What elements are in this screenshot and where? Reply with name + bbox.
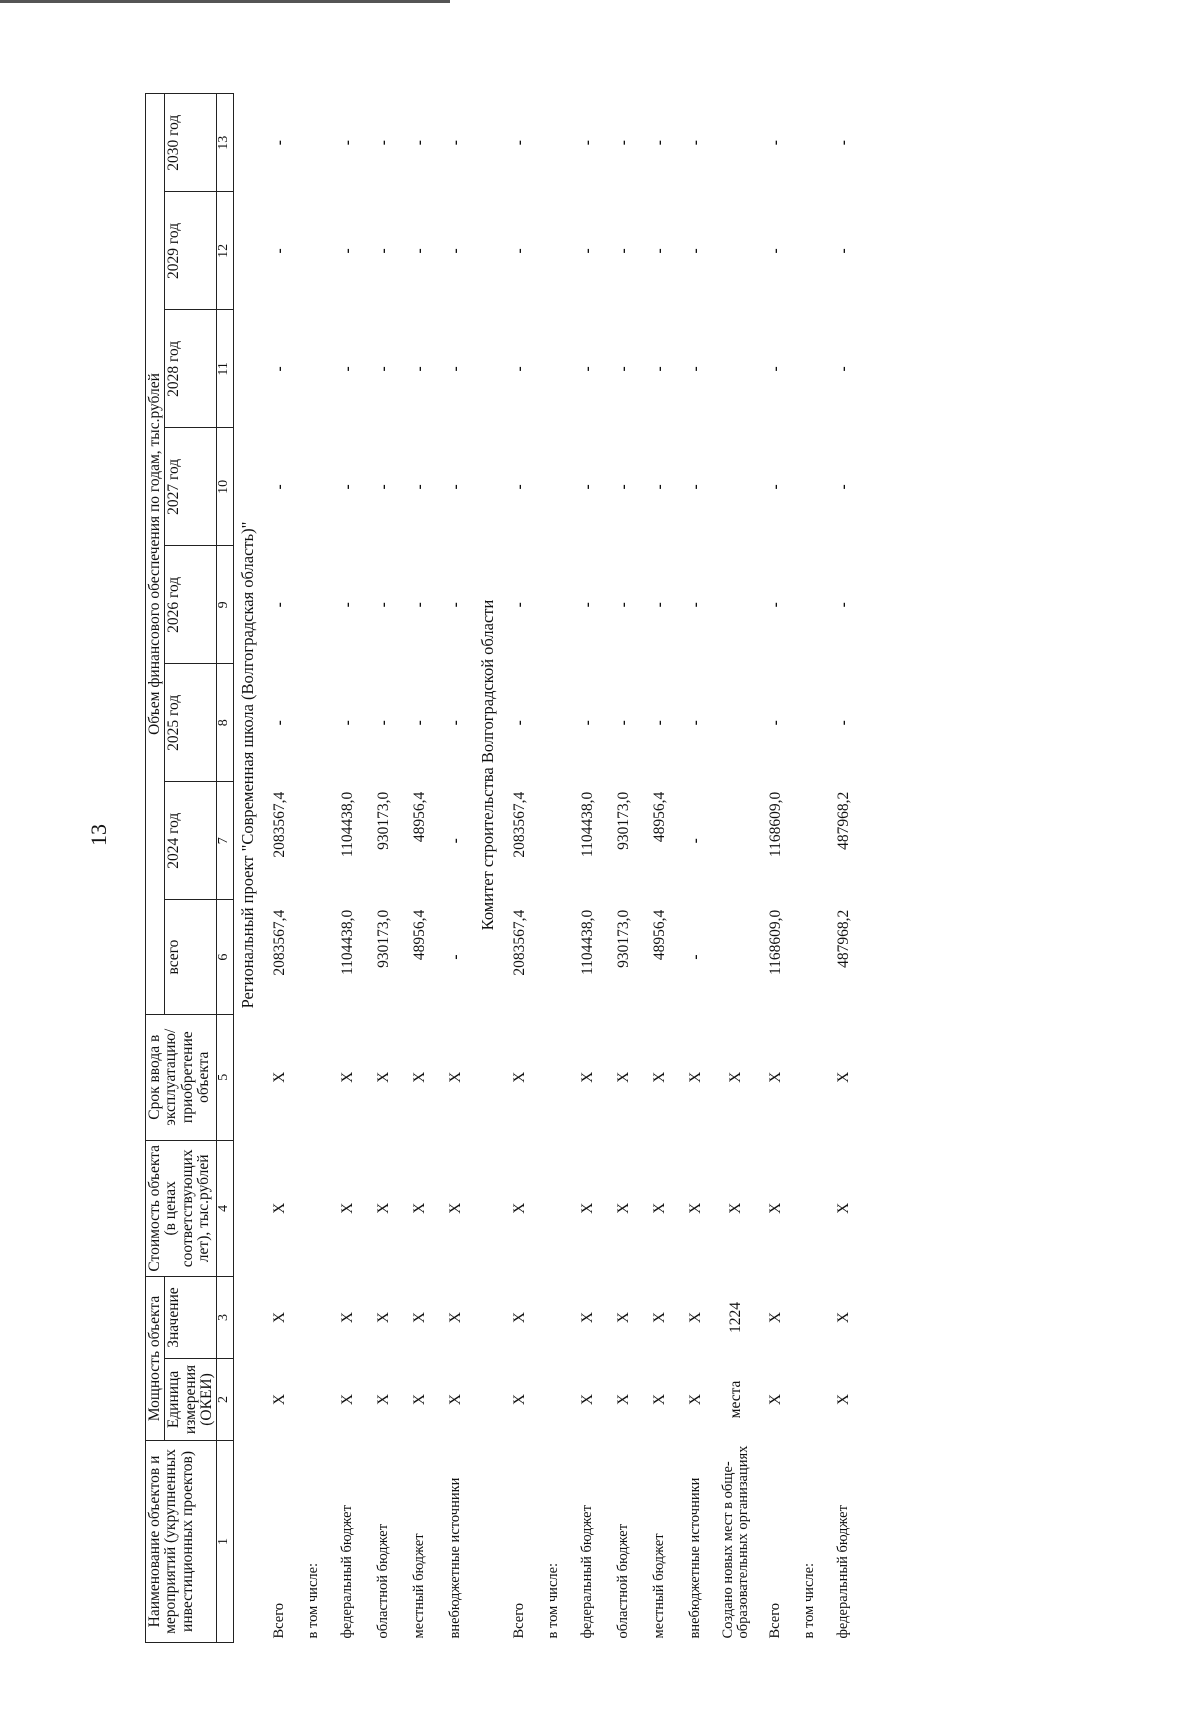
cell-unit: X: [271, 1393, 289, 1406]
row-label: в том числе:: [305, 1562, 322, 1639]
cell-unit: X: [687, 1393, 705, 1406]
row-label: Всего: [271, 1602, 288, 1639]
cell-cost: X: [411, 1202, 429, 1214]
cell-value: X: [651, 1311, 669, 1324]
table-row: [262, 94, 298, 1643]
header-unit: Единица измерения (ОКЕИ): [165, 1359, 217, 1441]
row-label: местный бюджет: [651, 1533, 668, 1639]
cell-y2025: -: [687, 720, 705, 726]
cell-value: 1224: [727, 1302, 745, 1334]
cell-y2029: -: [687, 248, 705, 254]
cell-y2028: -: [447, 366, 465, 372]
cell-total: 930173,0: [375, 909, 393, 968]
cell-total: 487968,2: [835, 909, 853, 968]
cell-term: X: [411, 1071, 429, 1083]
cell-y2026: -: [651, 602, 669, 608]
cell-y2028: -: [375, 366, 393, 372]
cell-cost: [298, 1140, 330, 1277]
table-row: [642, 94, 678, 1643]
cell-term: X: [271, 1071, 289, 1083]
cell-y2026: -: [271, 602, 289, 608]
cell-y2024: 2083567,4: [511, 791, 529, 858]
cell-y2025: -: [615, 720, 633, 726]
cell-y2024: [538, 782, 570, 900]
cell-y2025: -: [579, 720, 597, 726]
cell-total: 48956,4: [411, 909, 429, 961]
table-row: [826, 94, 862, 1643]
cell-y2025: -: [835, 720, 853, 726]
cell-y2028: -: [579, 366, 597, 372]
cell-unit: X: [339, 1393, 357, 1406]
cell-y2029: -: [579, 248, 597, 254]
row-label: областной бюджет: [375, 1523, 392, 1639]
cell-y2027: [714, 428, 758, 546]
row-label: Всего: [511, 1602, 528, 1639]
cell-y2028: [794, 310, 826, 428]
cell-y2030: -: [375, 140, 393, 146]
cell-y2024: 1168609,0: [767, 791, 785, 858]
cell-cost: [794, 1140, 826, 1277]
cell-y2030: -: [579, 140, 597, 146]
cell-y2024: [298, 782, 330, 900]
cell-unit: X: [579, 1393, 597, 1406]
cell-y2024: 1104438,0: [579, 791, 597, 858]
cell-y2026: [714, 546, 758, 664]
cell-unit: X: [375, 1393, 393, 1406]
cell-y2030: -: [271, 140, 289, 146]
cell-y2030: -: [835, 140, 853, 146]
cell-unit: [538, 1359, 570, 1441]
cell-term: X: [579, 1071, 597, 1083]
table-row: [438, 94, 474, 1643]
cell-y2028: -: [835, 366, 853, 372]
cell-y2028: -: [271, 366, 289, 372]
cell-y2025: -: [339, 720, 357, 726]
cell-term: X: [651, 1071, 669, 1083]
cell-y2025: -: [447, 720, 465, 726]
header-year: 2026 год: [165, 546, 217, 664]
column-number: 5: [217, 1014, 234, 1140]
column-number: 1: [217, 1440, 234, 1642]
page-number: 13: [86, 824, 111, 846]
header-year: 2030 год: [165, 94, 217, 192]
cell-y2024: -: [447, 838, 465, 844]
header-finance-volume: Объем финансового обеспечения по годам, тыс.рублей: [146, 94, 165, 1015]
cell-cost: X: [615, 1202, 633, 1214]
cell-y2026: -: [615, 602, 633, 608]
cell-y2029: -: [339, 248, 357, 254]
cell-cost: X: [579, 1202, 597, 1214]
cell-y2027: [538, 428, 570, 546]
cell-y2026: -: [339, 602, 357, 608]
cell-y2029: [714, 192, 758, 310]
cell-y2026: [298, 546, 330, 664]
cell-y2027: -: [411, 484, 429, 490]
cell-cost: [538, 1140, 570, 1277]
cell-term: X: [615, 1071, 633, 1083]
cell-total: 2083567,4: [271, 909, 289, 976]
column-number: 9: [217, 546, 234, 664]
column-number: 13: [217, 94, 234, 192]
cell-y2027: -: [615, 484, 633, 490]
row-label: внебюджетные источники: [447, 1477, 464, 1639]
cell-y2030: -: [687, 140, 705, 146]
cell-total: 2083567,4: [511, 909, 529, 976]
cell-cost: X: [375, 1202, 393, 1214]
cell-y2030: [714, 94, 758, 192]
cell-y2024: 48956,4: [411, 791, 429, 843]
cell-term: X: [339, 1071, 357, 1083]
cell-total: [538, 900, 570, 1015]
cell-y2024: [794, 782, 826, 900]
table-body: [234, 94, 863, 1643]
cell-y2030: [298, 94, 330, 192]
cell-y2027: -: [579, 484, 597, 490]
cell-y2027: -: [511, 484, 529, 490]
table-row: [794, 94, 826, 1643]
cell-cost: X: [727, 1202, 745, 1214]
cell-cost: X: [651, 1202, 669, 1214]
cell-value: X: [375, 1311, 393, 1324]
cell-total: 1104438,0: [339, 909, 357, 976]
cell-y2024: [714, 782, 758, 900]
cell-y2027: -: [375, 484, 393, 490]
cell-value: X: [411, 1311, 429, 1324]
cell-y2029: -: [767, 248, 785, 254]
cell-term: X: [511, 1071, 529, 1083]
cell-y2029: -: [651, 248, 669, 254]
row-label: областной бюджет: [615, 1523, 632, 1639]
cell-y2029: [298, 192, 330, 310]
cell-unit: X: [615, 1393, 633, 1406]
cell-y2024: 487968,2: [835, 791, 853, 850]
cell-value: X: [767, 1311, 785, 1324]
row-label: в том числе:: [801, 1562, 818, 1639]
cell-cost: X: [767, 1202, 785, 1214]
header-capacity: Мощность объекта: [146, 1277, 165, 1441]
cell-value: [538, 1277, 570, 1359]
cell-y2028: -: [339, 366, 357, 372]
cell-y2024: -: [687, 838, 705, 844]
table-row: [298, 94, 330, 1643]
header-year: 2027 год: [165, 428, 217, 546]
cell-total: 930173,0: [615, 909, 633, 968]
cell-y2029: [794, 192, 826, 310]
cell-y2029: -: [271, 248, 289, 254]
row-label: федеральный бюджет: [579, 1505, 596, 1639]
cell-cost: X: [271, 1202, 289, 1214]
cell-value: X: [447, 1311, 465, 1324]
cell-y2027: -: [651, 484, 669, 490]
cell-y2028: [538, 310, 570, 428]
cell-y2024: 1104438,0: [339, 791, 357, 858]
table-row: [330, 94, 366, 1643]
cell-y2030: -: [339, 140, 357, 146]
column-number: 7: [217, 782, 234, 900]
financing-table: [145, 93, 862, 1643]
header-numbers-row: [217, 94, 234, 1643]
cell-unit: X: [835, 1393, 853, 1406]
column-number: 6: [217, 900, 234, 1015]
cell-value: X: [271, 1311, 289, 1324]
cell-total: -: [447, 954, 465, 960]
cell-y2025: -: [375, 720, 393, 726]
cell-y2025: -: [511, 720, 529, 726]
cell-term: X: [835, 1071, 853, 1083]
row-label: Создано новых мест в обще-образовательных организациях: [719, 1445, 752, 1639]
header-year: 2029 год: [165, 192, 217, 310]
cell-y2028: -: [615, 366, 633, 372]
cell-y2027: -: [835, 484, 853, 490]
cell-y2025: -: [411, 720, 429, 726]
cell-term: [298, 1014, 330, 1140]
header-cost: Стоимость объекта (в ценах соответствующих лет), тыс.рублей: [146, 1140, 217, 1277]
cell-y2030: [538, 94, 570, 192]
cell-y2026: -: [579, 602, 597, 608]
cell-y2029: -: [375, 248, 393, 254]
cell-y2030: -: [411, 140, 429, 146]
header-row-2: [165, 94, 217, 1643]
cell-unit: X: [767, 1393, 785, 1406]
cell-total: [298, 900, 330, 1015]
table-row: [714, 94, 758, 1643]
cell-total: 1168609,0: [767, 909, 785, 976]
cell-y2028: -: [767, 366, 785, 372]
table-row: [502, 94, 538, 1643]
cell-y2026: -: [835, 602, 853, 608]
cell-y2024: 2083567,4: [271, 791, 289, 858]
header-year: 2028 год: [165, 310, 217, 428]
row-label: внебюджетные источники: [687, 1477, 704, 1639]
cell-y2029: -: [615, 248, 633, 254]
cell-y2028: -: [511, 366, 529, 372]
cell-y2025: -: [767, 720, 785, 726]
cell-value: X: [339, 1311, 357, 1324]
row-label: в том числе:: [545, 1562, 562, 1639]
cell-cost: X: [687, 1202, 705, 1214]
cell-y2027: -: [271, 484, 289, 490]
cell-y2027: -: [767, 484, 785, 490]
cell-y2029: -: [447, 248, 465, 254]
header-value: Значение: [165, 1277, 217, 1359]
cell-total: 48956,4: [651, 909, 669, 961]
cell-y2026: [794, 546, 826, 664]
cell-y2030: -: [511, 140, 529, 146]
table-row: [538, 94, 570, 1643]
cell-total: [794, 900, 826, 1015]
cell-value: X: [579, 1311, 597, 1324]
cell-y2024: 930173,0: [615, 791, 633, 850]
cell-y2029: -: [835, 248, 853, 254]
cell-total: 1104438,0: [579, 909, 597, 976]
cell-y2028: [298, 310, 330, 428]
section-title: Региональный проект "Современная школа (Волгоградская область)": [238, 521, 258, 1009]
cell-y2027: -: [687, 484, 705, 490]
row-label: федеральный бюджет: [835, 1505, 852, 1639]
cell-y2029: -: [411, 248, 429, 254]
cell-y2028: -: [687, 366, 705, 372]
cell-y2025: -: [651, 720, 669, 726]
row-label: местный бюджет: [411, 1533, 428, 1639]
cell-y2026: [538, 546, 570, 664]
cell-value: X: [835, 1311, 853, 1324]
table-row: [570, 94, 606, 1643]
cell-y2028: -: [411, 366, 429, 372]
cell-value: [298, 1277, 330, 1359]
cell-y2027: [298, 428, 330, 546]
cell-term: X: [727, 1071, 745, 1083]
cell-unit: X: [511, 1393, 529, 1406]
cell-value: X: [615, 1311, 633, 1324]
header-object-name: Наименование объектов и мероприятий (укрупненных инвестиционных проектов): [146, 1440, 217, 1642]
cell-y2028: [714, 310, 758, 428]
cell-y2029: -: [511, 248, 529, 254]
cell-unit: X: [411, 1393, 429, 1406]
cell-y2030: [794, 94, 826, 192]
cell-y2030: -: [767, 140, 785, 146]
cell-y2028: -: [651, 366, 669, 372]
cell-term: [538, 1014, 570, 1140]
cell-term: X: [687, 1071, 705, 1083]
cell-y2030: -: [615, 140, 633, 146]
table-row: [678, 94, 714, 1643]
header-row-1: [146, 94, 165, 1643]
column-number: 4: [217, 1140, 234, 1277]
cell-y2025: [794, 664, 826, 782]
cell-y2024: 930173,0: [375, 791, 393, 850]
column-number: 3: [217, 1277, 234, 1359]
cell-value: [794, 1277, 826, 1359]
cell-y2026: -: [447, 602, 465, 608]
cell-cost: X: [447, 1202, 465, 1214]
header-year: 2024 год: [165, 782, 217, 900]
cell-y2024: 48956,4: [651, 791, 669, 843]
cell-y2026: -: [411, 602, 429, 608]
cell-unit: X: [447, 1393, 465, 1406]
cell-cost: X: [511, 1202, 529, 1214]
cell-y2025: [298, 664, 330, 782]
cell-unit: [794, 1359, 826, 1441]
cell-y2025: -: [271, 720, 289, 726]
cell-y2027: -: [447, 484, 465, 490]
cell-y2027: -: [339, 484, 357, 490]
cell-term: X: [767, 1071, 785, 1083]
cell-y2030: -: [447, 140, 465, 146]
cell-unit: X: [651, 1393, 669, 1406]
cell-value: X: [511, 1311, 529, 1324]
table-row: [402, 94, 438, 1643]
cell-term: X: [375, 1071, 393, 1083]
header-year: 2025 год: [165, 664, 217, 782]
cell-y2025: [538, 664, 570, 782]
cell-term: [794, 1014, 826, 1140]
column-number: 12: [217, 192, 234, 310]
header-commissioning-term: Срок ввода в эксплуатацию/ приобретение объекта: [146, 1014, 217, 1140]
cell-cost: X: [835, 1202, 853, 1214]
section-title: Комитет строительства Волгоградской области: [478, 599, 498, 931]
cell-cost: X: [339, 1202, 357, 1214]
column-number: 10: [217, 428, 234, 546]
cell-total: [714, 900, 758, 1015]
cell-y2026: -: [375, 602, 393, 608]
header-total: всего: [165, 900, 217, 1015]
cell-y2029: [538, 192, 570, 310]
table-row: [366, 94, 402, 1643]
column-number: 11: [217, 310, 234, 428]
row-label: Всего: [767, 1602, 784, 1639]
cell-unit: [298, 1359, 330, 1441]
section-title-row: [474, 94, 502, 1643]
cell-term: X: [447, 1071, 465, 1083]
row-label: федеральный бюджет: [339, 1505, 356, 1639]
section-title-row: [234, 94, 263, 1643]
cell-total: -: [687, 954, 705, 960]
cell-unit: места: [727, 1380, 745, 1419]
column-number: 8: [217, 664, 234, 782]
cell-y2025: [714, 664, 758, 782]
column-number: 2: [217, 1359, 234, 1441]
table-row: [758, 94, 794, 1643]
cell-value: X: [687, 1311, 705, 1324]
cell-y2030: -: [651, 140, 669, 146]
cell-y2026: -: [511, 602, 529, 608]
cell-y2026: -: [687, 602, 705, 608]
table-row: [606, 94, 642, 1643]
cell-y2027: [794, 428, 826, 546]
cell-y2026: -: [767, 602, 785, 608]
